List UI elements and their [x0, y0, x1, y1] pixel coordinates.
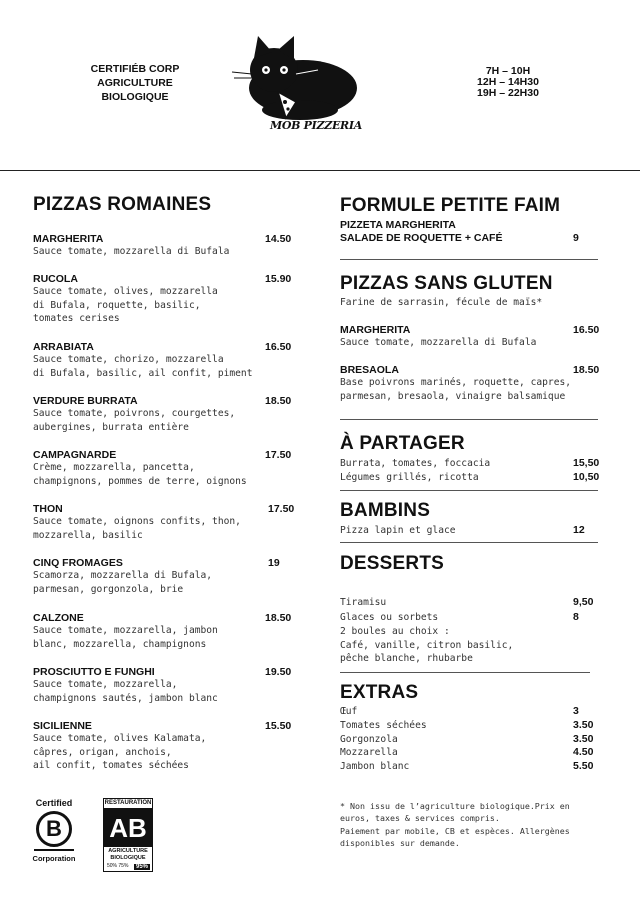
divider: [340, 419, 598, 420]
section-title-formule: FORMULE PETITE FAIM: [340, 195, 561, 216]
bambins-price: 12: [573, 524, 585, 536]
section-title-extras: EXTRAS: [340, 682, 419, 703]
divider: [340, 542, 598, 543]
menu-item: BRESAOLA 18.50 Base poivrons marinés, roquette, capres, parmesan, bresaola, vinaigre balsamique: [340, 364, 600, 402]
certification-text: CERTIFIÉB CORP AGRICULTURE BIOLOGIQUE: [90, 63, 180, 103]
menu-item: MARGHERITA 16.50 Sauce tomate, mozzarella di Bufala: [340, 324, 600, 348]
formule-line: PIZZETA MARGHERITA: [340, 219, 456, 231]
partager-item: Burrata, tomates, foccacia: [340, 458, 491, 469]
formule-line: SALADE DE ROQUETTE + CAFÉ: [340, 232, 503, 244]
extras-item: Œuf: [340, 706, 358, 717]
bambins-item: Pizza lapin et glace: [340, 525, 456, 536]
menu-item: RUCOLA 15.90 Sauce tomate, olives, mozzarella di Bufala, roquette, basilic, tomates cerises: [33, 273, 292, 325]
extras-price: 3: [573, 705, 579, 717]
bcorp-logo: Certified B Corporation: [32, 798, 76, 863]
menu-item: SICILIENNE 15.50 Sauce tomate, olives Kalamata, câpres, origan, anchois, ail confit, tomates séchées: [33, 720, 292, 772]
bcorp-mark: B: [36, 811, 72, 847]
extras-item: Gorgonzola: [340, 734, 398, 745]
header-divider: [0, 170, 640, 171]
menu-item: CINQ FROMAGES 19 Scamorza, mozzarella di Bufala, parmesan, gorgonzola, brie: [33, 557, 280, 595]
menu-item: THON 17.50 Sauce tomate, oignons confits, thon, mozzarella, basilic: [33, 503, 295, 541]
dessert-item: Glaces ou sorbets: [340, 612, 439, 623]
extras-item: Jambon blanc: [340, 761, 410, 772]
divider: [340, 672, 590, 673]
section-title-sansgluten: PIZZAS SANS GLUTEN: [340, 273, 553, 294]
dessert-price: 8: [573, 611, 579, 623]
dessert-detail: 2 boules au choix : Café, vanille, citron basilic, pêche blanche, rhubarbe: [340, 626, 514, 665]
extras-price: 4.50: [573, 746, 594, 758]
section-title-partager: À PARTAGER: [340, 433, 465, 454]
divider: [340, 490, 598, 491]
menu-item: VERDURE BURRATA 18.50 Sauce tomate, poivrons, courgettes, aubergines, burrata entière: [33, 395, 292, 433]
partager-item: Légumes grillés, ricotta: [340, 472, 479, 483]
opening-hours: 7H – 10H 12H – 14H30 19H – 22H30: [477, 65, 539, 99]
ab-logo: RESTAURATION AB AGRICULTURE BIOLOGIQUE 50% 75% 95%: [104, 800, 152, 870]
extras-item: Mozzarella: [340, 747, 398, 758]
ab-mark: AB: [104, 809, 152, 847]
extras-price: 3.50: [573, 719, 594, 731]
dessert-item: Tiramisu: [340, 597, 387, 608]
menu-item: CALZONE 18.50 Sauce tomate, mozzarella, jambon blanc, mozzarella, champignons: [33, 612, 292, 650]
partager-price: 15,50: [573, 457, 600, 469]
divider: [340, 259, 598, 260]
extras-price: 5.50: [573, 760, 594, 772]
partager-price: 10,50: [573, 471, 600, 483]
section-title-desserts: DESSERTS: [340, 553, 445, 574]
menu-item: MARGHERITA 14.50 Sauce tomate, mozzarella di Bufala: [33, 233, 292, 257]
brand-name: MOB PIZZERIA: [270, 119, 362, 132]
sansgluten-subtitle: Farine de sarrasin, fécule de maïs*: [340, 297, 543, 308]
section-title-bambins: BAMBINS: [340, 500, 431, 521]
footnote: * Non issu de l’agriculture biologique.Prix en euros, taxes & services compris. Paiement par mobile, CB et espèces. Allergènes disponibles sur demande.: [340, 801, 570, 849]
formule-price: 9: [573, 232, 579, 244]
menu-item: PROSCIUTTO E FUNGHI 19.50 Sauce tomate, mozzarella, champignons sautés, jambon blanc: [33, 666, 292, 704]
extras-item: Tomates séchées: [340, 720, 427, 731]
extras-price: 3.50: [573, 733, 594, 745]
dessert-price: 9,50: [573, 596, 594, 608]
menu-item: ARRABIATA 16.50 Sauce tomate, chorizo, mozzarella di Bufala, basilic, ail confit, piment: [33, 341, 292, 379]
menu-item: CAMPAGNARDE 17.50 Crème, mozzarella, pancetta, champignons, pommes de terre, oignons: [33, 449, 292, 487]
section-title-romaines: PIZZAS ROMAINES: [33, 194, 212, 215]
